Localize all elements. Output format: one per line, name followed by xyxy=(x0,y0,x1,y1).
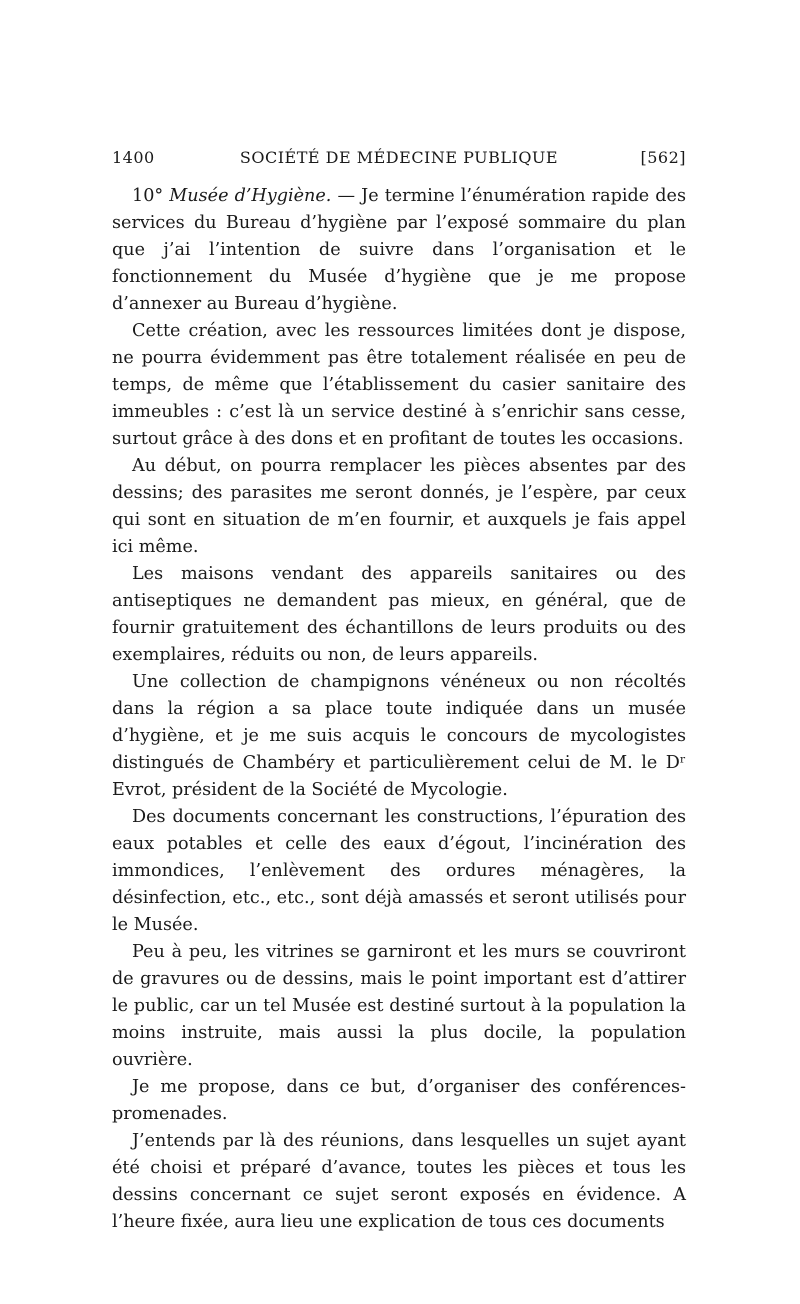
paragraph: Je me propose, dans ce but, d’organiser des conférences-promenades. xyxy=(112,1077,686,1124)
paragraph: Au début, on pourra remplacer les pièces absentes par des dessins; des parasites me seront donnés, je l’espère, par ceux qui sont en situation de m’en fournir, et auxquels je fais appel ici même. xyxy=(112,456,686,557)
paragraph-musee-hygiene xyxy=(112,183,686,318)
paragraph: Cette création, avec les ressources limitées dont je dispose, ne pourra évidemment pas être totalement réalisée en peu de temps, de même que l’établissement du casier sanitaire des immeubles : c’est là un service destiné à s’enrichir sans cesse, surtout grâce à des dons et en profitant de toutes les occasions. xyxy=(112,321,686,449)
paragraph: Peu à peu, les vitrines se garniront et les murs se couvriront de gravures ou de dessins, mais le point important est d’attirer le public, car un tel Musée est destiné surtout à la population la moins instruite, mais aussi la plus docile, la population ouvrière. xyxy=(112,942,686,1070)
running-header xyxy=(112,148,686,172)
original-page-number: [562] xyxy=(640,148,686,167)
section-title: Musée d’Hygiène. xyxy=(169,186,332,206)
journal-title: SOCIÉTÉ DE MÉDECINE PUBLIQUE xyxy=(239,148,559,167)
paragraph-text: — Je termine l’énumération rapide des services du Bureau d’hygiène par l’exposé sommaire du plan que j’ai l’intention de suivre dans l’organisation et le fonctionnement du Musée d’hygiène que je me propose d’annexer au Bureau d’hygiène. xyxy=(112,186,686,314)
paragraph: Des documents concernant les constructions, l’épuration des eaux potables et celle des eaux d’égout, l’incinération des immondices, l’enlèvement des ordures ménagères, la désinfection, etc., etc., sont déjà amassés et seront utilisés pour le Musée. xyxy=(112,807,686,935)
page-number: 1400 xyxy=(112,148,155,167)
section-number: 10° xyxy=(132,186,164,206)
paragraph: J’entends par là des réunions, dans lesquelles un sujet ayant été choisi et préparé d’avance, toutes les pièces et tous les dessins concernant ce sujet seront exposés en évidence. A l’heure fixée, aura lieu une explication de tous ces documents xyxy=(112,1131,686,1232)
paragraph: Les maisons vendant des appareils sanitaires ou des antiseptiques ne demandent pas mieux, en général, que de fournir gratuitement des échantillons de leurs produits ou des exemplaires, réduits ou non, de leurs appareils. xyxy=(112,564,686,665)
main-text xyxy=(112,183,686,1236)
paragraph: Une collection de champignons vénéneux ou non récoltés dans la région a sa place toute indiquée dans un musée d’hygiène, et je me suis acquis le concours de mycologistes distingués de Chambéry et particulièrement celui de M. le Dʳ Evrot, président de la Société de Mycologie. xyxy=(112,672,686,800)
